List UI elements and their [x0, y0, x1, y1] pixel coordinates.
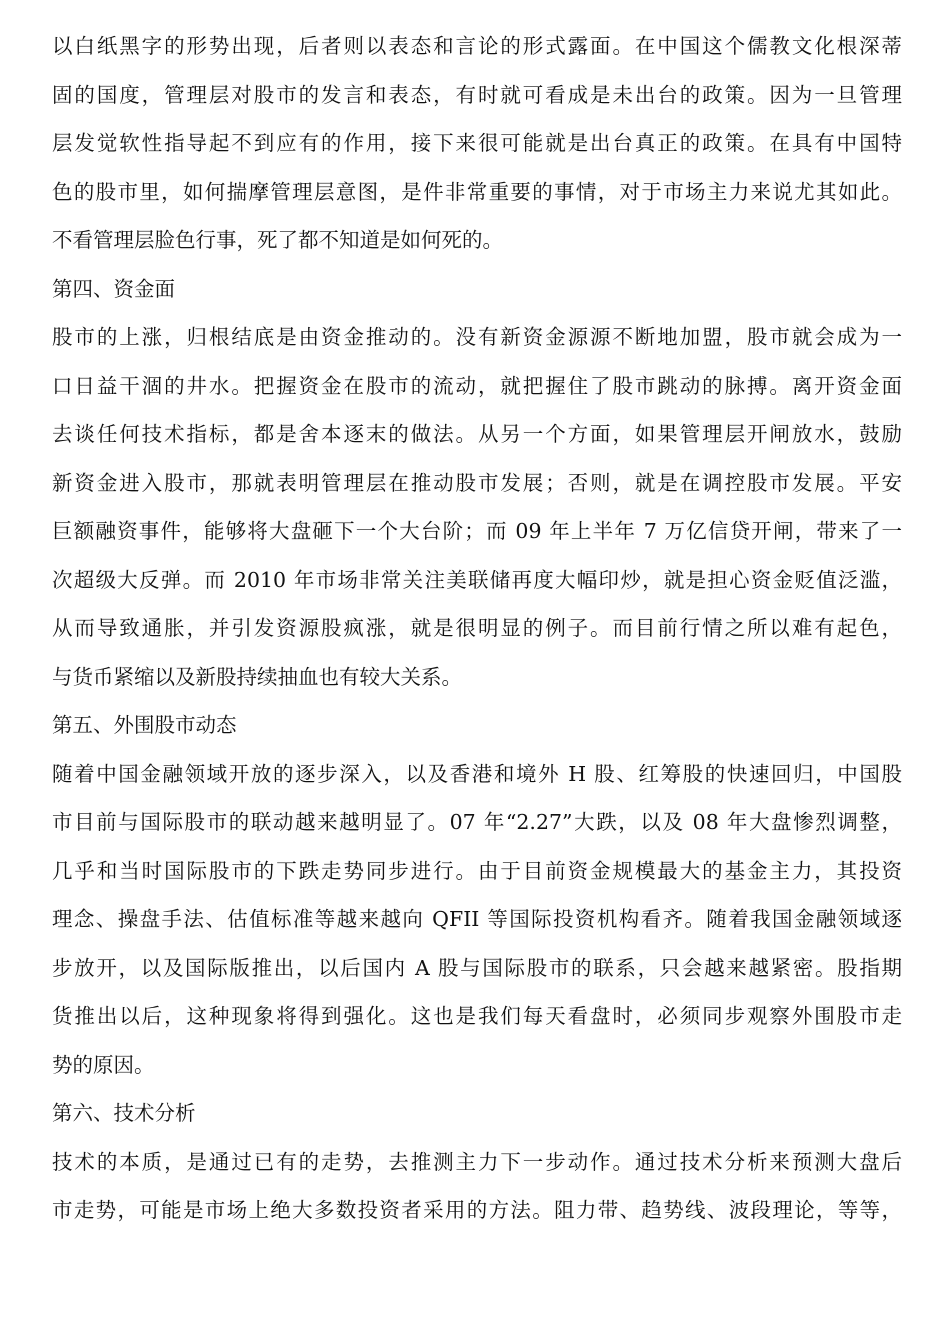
- text-line: 口日益干涸的井水。把握资金在股市的流动，就把握住了股市跳动的脉搏。离开资金面: [52, 373, 902, 398]
- text-line: 货推出以后，这种现象将得到强化。这也是我们每天看盘时，必须同步观察外围股市走: [52, 1004, 902, 1028]
- text-line: 色的股市里，如何揣摩管理层意图，是件非常重要的事情，对于市场主力来说尤其如此。: [52, 179, 902, 204]
- text-line: 固的国度，管理层对股市的发言和表态，有时就可看成是未出台的政策。因为一旦管理: [52, 82, 902, 107]
- text-line: 步放开，以及国际版推出，以后国内 A 股与国际股市的联系，只会越来越紧密。股指期: [52, 955, 902, 980]
- text-line: 股市的上涨，归根结底是由资金推动的。没有新资金源源不断地加盟，股市就会成为一: [52, 325, 902, 349]
- text-line: 随着中国金融领域开放的逐步深入，以及香港和境外 H 股、红筹股的快速回归，中国股: [52, 761, 902, 786]
- section-heading-funds: 第四、资金面: [52, 276, 175, 301]
- paragraph-foreign-markets: [52, 750, 902, 1090]
- text-line: 层发觉软性指导起不到应有的作用，接下来很可能就是出台真正的政策。在具有中国特: [52, 131, 902, 155]
- text-line: 新资金进入股市，那就表明管理层在推动股市发展；否则，就是在调控股市发展。平安: [52, 470, 902, 495]
- text-line: 理念、操盘手法、估值标准等越来越向 QFII 等国际投资机构看齐。随着我国金融领域逐: [52, 907, 902, 931]
- section-heading-foreign-markets: 第五、外围股市动态: [52, 713, 237, 737]
- text-line: 势的原因。: [52, 1052, 155, 1077]
- text-line: 与货币紧缩以及新股持续抽血也有较大关系。: [52, 664, 462, 689]
- text-line: 次超级大反弹。而 2010 年市场非常关注美联储再度大幅印炒，就是担心资金贬值泛滥，: [52, 567, 902, 592]
- text-line: 不看管理层脸色行事，死了都不知道是如何死的。: [52, 228, 503, 252]
- text-line: 去谈任何技术指标，都是舍本逐末的做法。从另一个方面，如果管理层开闸放水，鼓励: [52, 422, 902, 446]
- paragraph-funds: [52, 313, 902, 701]
- text-line: 技术的本质，是通过已有的走势，去推测主力下一步动作。通过技术分析来预测大盘后: [52, 1149, 902, 1174]
- text-line: 巨额融资事件，能够将大盘砸下一个大台阶；而 09 年上半年 7 万亿信贷开闸，带来了一: [52, 519, 902, 543]
- text-line: 几乎和当时国际股市的下跌走势同步进行。由于目前资金规模最大的基金主力，其投资: [52, 858, 902, 883]
- paragraph-technical-analysis: [52, 1138, 902, 1235]
- text-line: 以白纸黑字的形势出现，后者则以表态和言论的形式露面。在中国这个儒教文化根深蒂: [52, 34, 902, 58]
- text-line: 市走势，可能是市场上绝大多数投资者采用的方法。阻力带、趋势线、波段理论，等等，: [52, 1198, 902, 1222]
- document-page: [52, 22, 902, 1235]
- text-line: 从而导致通胀，并引发资源股疯涨，就是很明显的例子。而目前行情之所以难有起色，: [52, 616, 902, 640]
- paragraph-policy: [52, 22, 902, 265]
- text-line: 市目前与国际股市的联动越来越明显了。07 年“2.27”大跌，以及 08 年大盘惨烈调整，: [52, 810, 902, 834]
- section-heading-technical-analysis: 第六、技术分析: [52, 1101, 196, 1125]
